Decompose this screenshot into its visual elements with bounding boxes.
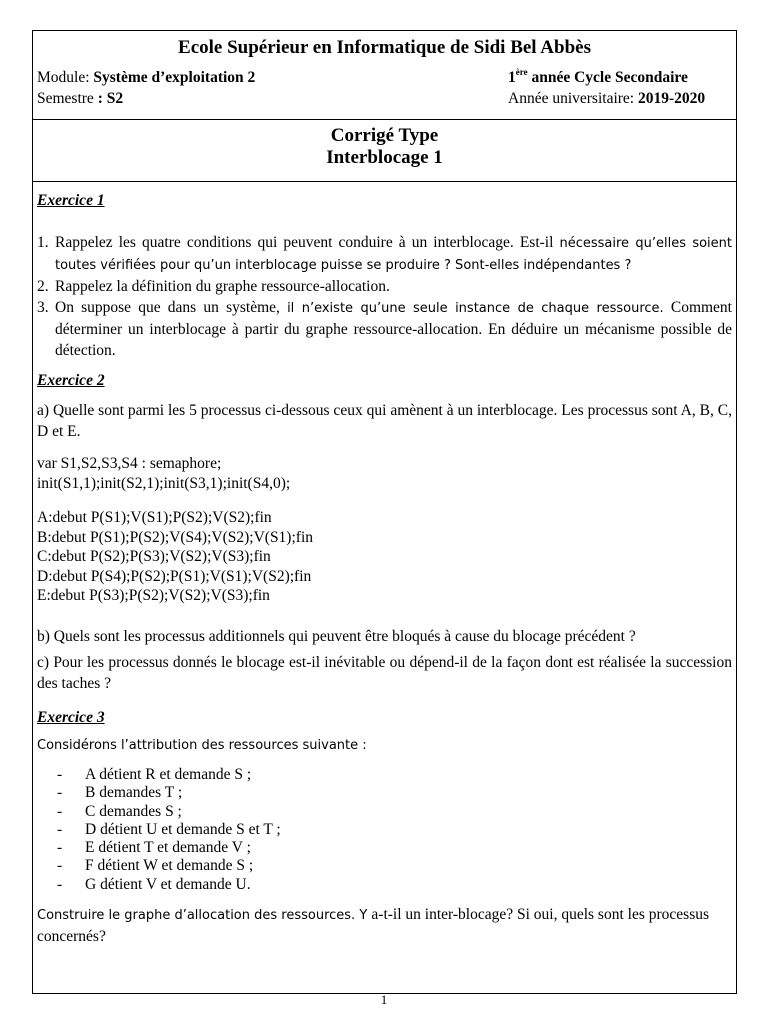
process-d: D:debut P(S4);P(S2);P(S1);V(S1);V(S2);fin <box>37 567 312 585</box>
dash-bullet: - <box>57 784 63 802</box>
question-text: Rappelez les quatre conditions qui peuvent conduire à un interblocage. Est-il <box>55 234 560 251</box>
exercise-2-part-c: c) Pour les processus donnés le blocage est-il inévitable ou dépend-il de la façon dont est réalisée la succession des taches ? <box>37 654 732 692</box>
dash-bullet: - <box>57 857 63 875</box>
semester-value: : S2 <box>97 90 124 107</box>
question-text: On suppose que dans un système, <box>55 299 288 316</box>
exercise-1-questions <box>37 232 732 361</box>
school-name: Ecole Supérieur en Informatique de Sidi Bel Abbès <box>178 37 591 58</box>
exercise-1-title: Exercice 1 <box>37 192 105 209</box>
allocation-item <box>37 857 732 875</box>
dash-bullet: - <box>57 802 63 820</box>
module-line <box>37 69 255 87</box>
process-a: A:debut P(S1);V(S1);P(S2);V(S2);fin <box>37 509 272 526</box>
header <box>33 31 736 120</box>
allocation-text: A détient R et demande S ; <box>85 766 252 783</box>
var-declaration: var S1,S2,S3,S4 : semaphore; <box>37 455 222 472</box>
semester-label: Semestre <box>37 90 98 107</box>
exercise-2-title: Exercice 2 <box>37 372 105 389</box>
process-c: C:debut P(S2);P(S3);V(S2);V(S3);fin <box>37 548 271 565</box>
resource-allocation-list <box>37 766 732 894</box>
page-number: 1 <box>380 992 388 1007</box>
allocation-item <box>37 821 732 839</box>
allocation-item <box>37 803 732 821</box>
process-list <box>37 508 732 606</box>
dash-bullet: - <box>57 839 63 857</box>
module-label: Module: <box>37 69 94 86</box>
allocation-item <box>37 839 732 857</box>
semester-line <box>37 90 123 108</box>
exam-sheet <box>32 30 737 994</box>
allocation-item <box>37 766 732 784</box>
academic-year-line <box>508 90 705 108</box>
title-line-1: Corrigé Type <box>330 125 439 146</box>
academic-value: 2019-2020 <box>637 90 706 107</box>
exercise-3-question <box>37 904 732 947</box>
question-text-end: Comment déterminer un interblocage à partir du graphe ressource-allocation. En déduire un mécanisme possible de détection. <box>55 299 732 359</box>
allocation-text: C demandes S ; <box>85 802 182 820</box>
study-year <box>508 69 688 87</box>
dash-bullet: - <box>57 766 63 783</box>
question-number: 2. <box>37 278 49 295</box>
question-text-sans: il n’existe qu’une seule instance de chaque ressource. <box>287 301 664 316</box>
exercise-1-question-2 <box>37 276 732 297</box>
dash-bullet: - <box>57 820 63 838</box>
question-text: Rappelez la définition du graphe ressource-allocation. <box>55 278 390 295</box>
question-text-sans: Construire le graphe d’allocation des ressources. Y <box>37 908 372 923</box>
process-e: E:debut P(S3);P(S2);V(S2);V(S3);fin <box>37 587 270 604</box>
exercise-1-question-3 <box>37 297 732 361</box>
allocation-text: G détient V et demande U. <box>85 875 251 893</box>
question-number: 1. <box>37 234 49 251</box>
year-text: année Cycle Secondaire <box>527 69 688 86</box>
exercise-3-title: Exercice 3 <box>37 709 105 726</box>
question-number: 3. <box>37 299 49 316</box>
exercise-3-intro: Considérons l’attribution des ressources suivante : <box>37 738 367 753</box>
year-number: 1 <box>508 69 516 86</box>
allocation-text: E détient T et demande V ; <box>85 839 251 857</box>
exercise-2-part-a: a) Quelle sont parmi les 5 processus ci-dessous ceux qui amènent à un interblocage. Les processus sont A, B, C, D et E. <box>37 402 732 440</box>
allocation-item <box>37 784 732 802</box>
module-value: Système d’exploitation 2 <box>93 69 256 86</box>
document-title <box>33 120 736 182</box>
process-b: B:debut P(S1);P(S2);V(S4);V(S2);V(S1);fin <box>37 528 313 546</box>
title-line-2: Interblocage 1 <box>326 147 443 168</box>
allocation-item <box>37 876 732 894</box>
init-declaration: init(S1,1);init(S2,1);init(S3,1);init(S4,0); <box>37 474 291 492</box>
exercise-1-question-1 <box>37 232 732 276</box>
exercise-2-part-b: b) Quels sont les processus additionnels qui peuvent être bloqués à cause du blocage précédent ? <box>37 628 636 645</box>
dash-bullet: - <box>57 875 63 893</box>
semaphore-declarations <box>37 454 732 493</box>
allocation-text: B demandes T ; <box>85 784 183 802</box>
allocation-text: D détient U et demande S et T ; <box>85 820 281 838</box>
year-superscript: ère <box>515 67 528 77</box>
allocation-text: F détient W et demande S ; <box>85 857 254 875</box>
question-text: a-t-il un inter-blocage? Si oui, quels sont les processus concernés? <box>37 906 710 945</box>
academic-label: Année universitaire: <box>508 90 638 107</box>
question-text-continued: nécessaire qu’elles soient toutes vérifiées pour qu’un interblocage puisse se produire ? Sont-elles indépendantes ? <box>55 236 732 273</box>
